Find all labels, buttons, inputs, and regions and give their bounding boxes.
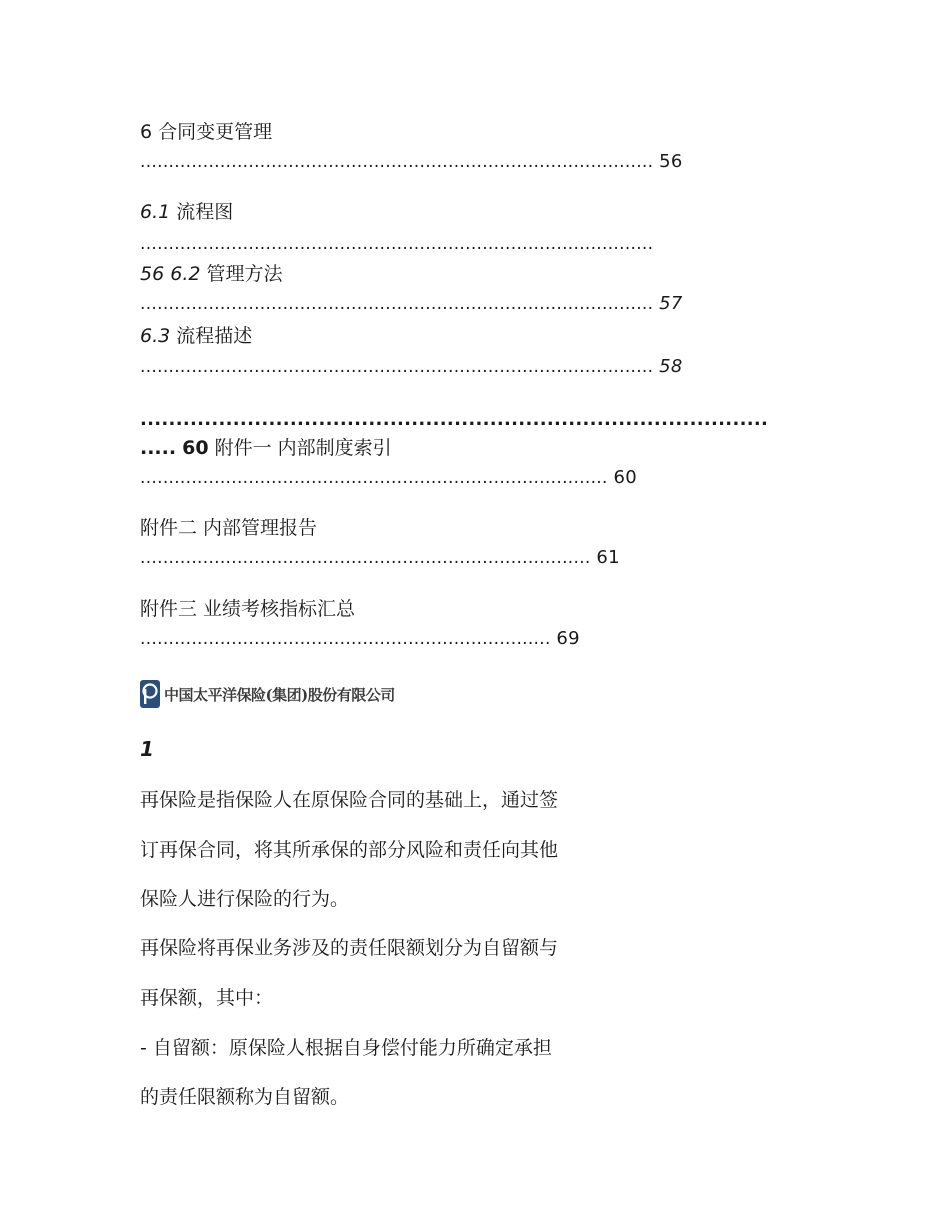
- toc-entry-title: 附件二 内部管理报告: [140, 517, 318, 539]
- body-paragraph: 再保险是指保险人在原保险合同的基础上，通过签: [140, 789, 559, 811]
- toc-entry-leader: .......................................................................................... 58: [140, 356, 683, 377]
- toc-entry-title: 6.3 流程描述: [140, 325, 253, 347]
- body-paragraph: 的责任限额称为自留额。: [140, 1086, 350, 1108]
- body-paragraph: - 自留额：原保险人根据自身偿付能力所确定承担: [140, 1037, 552, 1059]
- toc-page-number: 60: [613, 467, 637, 488]
- body-paragraph: 再保险将再保业务涉及的责任限额划分为自留额与: [140, 937, 559, 959]
- body-paragraph: 保险人进行保险的行为。: [140, 888, 350, 910]
- toc-entry-title: 56 6.2 管理方法: [140, 263, 283, 285]
- toc-entry-leader: .......................................................................................... 56: [140, 151, 683, 172]
- toc-entry-title: ..... 60 附件一 内部制度索引: [140, 437, 392, 459]
- toc-page-number: 61: [596, 547, 620, 568]
- toc-page-number: 56: [659, 151, 683, 172]
- toc-entry-leader: .................................................................................. 60: [140, 467, 637, 488]
- toc-page-number: 69: [556, 628, 580, 649]
- toc-entry-leader: ..........................................................................................: [140, 234, 654, 254]
- toc-entry-title: 6.1 流程图: [140, 201, 234, 223]
- toc-entry-leader: ............................................................................... 61: [140, 547, 620, 568]
- pacific-insurance-logo-icon: [140, 680, 160, 708]
- toc-page-number: 60: [182, 437, 209, 459]
- toc-page-number: 58: [659, 356, 683, 377]
- toc-entry-leader: .......................................................................................... 57: [140, 293, 683, 314]
- body-paragraph: 再保额，其中：: [140, 987, 274, 1009]
- toc-entry-leader: ........................................................................ 69: [140, 628, 580, 649]
- toc-entry-title: 6 合同变更管理: [140, 121, 273, 143]
- company-name: 中国太平洋保险(集团)股份有限公司: [164, 685, 395, 704]
- toc-page-number: 56: [140, 263, 165, 285]
- toc-page-number: 57: [659, 293, 683, 314]
- body-paragraph: 订再保合同，将其所承保的部分风险和责任向其他: [140, 839, 559, 861]
- section-number: 1: [140, 737, 154, 761]
- toc-entry-title: 附件三 业绩考核指标汇总: [140, 598, 356, 620]
- toc-entry-leader: ........................................................................................: [140, 409, 769, 430]
- company-logo: [140, 677, 395, 711]
